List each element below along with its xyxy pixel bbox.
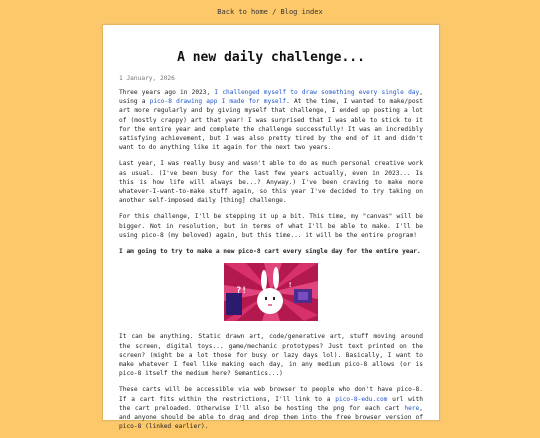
top-navigation: [0, 7, 540, 17]
post-card: [102, 24, 440, 431]
paragraph-anything: It can be anything. Static drawn art, code/generative art, stuff moving around the screen, digital toys... game/mechanic prototypes? Just text printed on the screen? (might be a lot those for busy or lazy days lol). Basically, I want to make whatever I feel like making each day, in any medium pico-8 allows (or is pico-8 itself the medium here? Semantics...): [119, 333, 423, 378]
paragraph-challenge: For this challenge, I'll be stepping it up a bit. This time, my "canvas" will be bigger. Not in resolution, but in terms of what I'll be able to make. I'll be using pico-8 (my beloved) again, but this time... it will be the entire program!: [119, 213, 423, 239]
svg-text:!: !: [288, 281, 293, 290]
hosting-text-1: These carts will be accessible via web browser to people who don't have pico-8. If a cart fits within the restrictions, I'll link to a: [119, 386, 423, 403]
paragraph-intro: [119, 88, 423, 152]
blog-index-link[interactable]: Blog index: [280, 8, 323, 16]
paragraph-hosting: [119, 385, 423, 431]
pico8-bunny-art: [224, 263, 318, 321]
post-title: A new daily challenge...: [177, 50, 365, 65]
post-content: [119, 88, 423, 438]
svg-text:?!: ?!: [236, 286, 247, 297]
intro-text-1: Three years ago in 2023,: [119, 89, 215, 96]
cart-png-here-link[interactable]: here: [404, 404, 420, 412]
hosting-text-2: url with the cart preloaded. Otherwise I'll also be hosting the png for each cart: [119, 395, 423, 412]
cart-art-container: [119, 263, 423, 324]
back-home-link[interactable]: Back to home: [217, 8, 268, 16]
paragraph-goal: I am going to try to make a new pico-8 cart every single day for the entire year.: [119, 248, 421, 256]
pico8-edu-link[interactable]: pico-8-edu.com: [335, 395, 388, 403]
intro-text-2: , using a: [119, 89, 423, 106]
post-date: 1 January, 2026: [119, 75, 175, 82]
intro-text-3: . At the time, I wanted to make/post art more regularly and by giving myself that challenge, I ended up posting a lot of (mostly crappy) art that year! I was surprised that I was able to stick to it for the entire year and complete the challenge successfully! It was an incredibly satisfying achievement, but I was also pretty tired by the end of it and didn't want to do anything like it again for the next two years.: [119, 98, 424, 152]
paragraph-last-year: Last year, I was really busy and wasn't able to do as much personal creative work as usual. (I've been busy for the last few years actually, even in 2023... Is this is how life will always be...? Anyway.) I've been craving to make more whatever-I-want-to-make stuff again, so this year I've decided to try taking on another self-imposed daily [thing] challenge.: [119, 160, 423, 205]
daily-drawing-challenge-link[interactable]: I challenged myself to draw something every single day: [214, 89, 420, 96]
nav-separator: /: [267, 8, 281, 16]
pico8-drawing-app-link[interactable]: pico-8 drawing app I made for myself: [149, 98, 287, 106]
hosting-text-3: , and anyone should be able to drag and drop them into the free browser version of pico-8 (linked earlier).: [119, 404, 423, 431]
bunny-illustration-icon: [224, 263, 318, 321]
